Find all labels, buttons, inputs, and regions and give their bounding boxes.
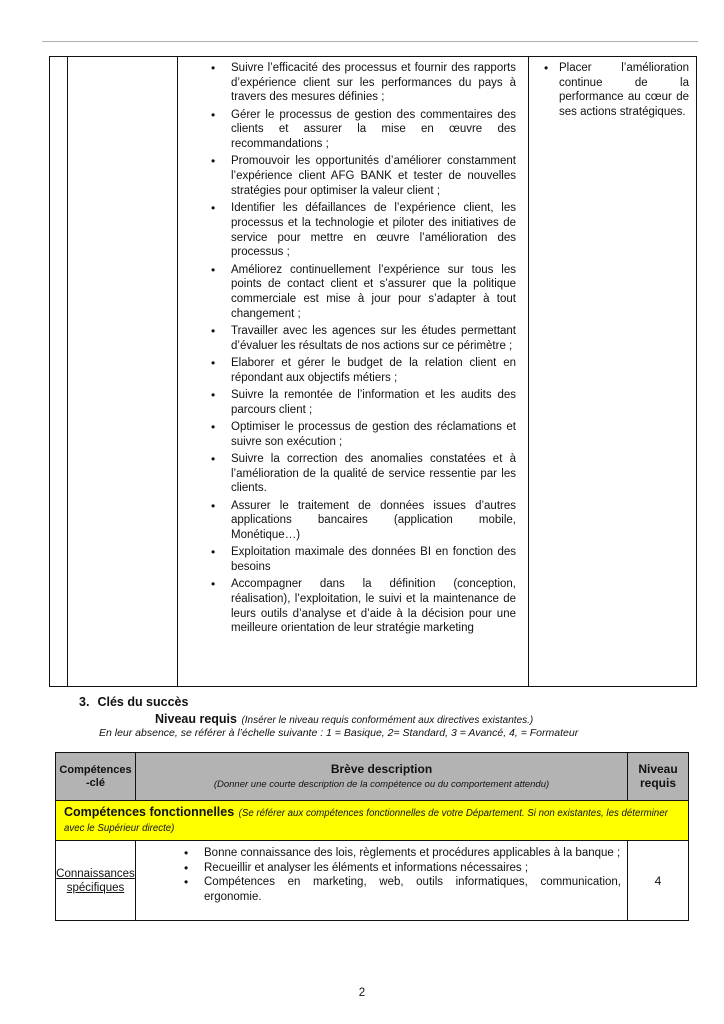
level-header-label: Niveau requis bbox=[638, 762, 678, 790]
responsibilities-side-cell bbox=[529, 57, 696, 686]
header-cell-competences bbox=[56, 753, 136, 801]
functional-row-note: (Se référer aux compétences fonctionnelles de votre Département. Si non existantes, les déterminer avec le Supérieur directe) bbox=[64, 808, 668, 834]
bullet-item: • Suivre la correction des anomalies constatées et à l’amélioration de la qualité de service ressentie par les clients. bbox=[209, 452, 516, 496]
responsibilities-main-cell bbox=[178, 57, 529, 686]
bullet-item: • Suivre l’efficacité des processus et fournir des rapports d’expérience client sur les performances du pays à travers des mesures définies ; bbox=[209, 61, 516, 105]
responsibilities-table bbox=[49, 56, 697, 687]
bullet-item: • Placer l’amélioration continue de la performance au cœur de ses actions stratégiques. bbox=[542, 61, 689, 120]
bullet-item: • Exploitation maximale des données BI en fonction des besoins bbox=[209, 545, 516, 574]
bullet-item: • Bonne connaissance des lois, règlements et procédures applicables à la banque ; bbox=[182, 846, 621, 861]
level-required-label: Niveau requis bbox=[155, 712, 237, 726]
bullet-item: • Suivre la remontée de l’information et les audits des parcours client ; bbox=[209, 388, 516, 417]
bullet-item: • Gérer le processus de gestion des commentaires des clients et assurer la mise en œuvre des recommandations ; bbox=[209, 108, 516, 152]
functional-competencies-row bbox=[56, 801, 688, 841]
level-required-line bbox=[155, 710, 533, 728]
bullet-item: • Elaborer et gérer le budget de la relation client en répondant aux objectifs métiers ; bbox=[209, 356, 516, 385]
page-number: 2 bbox=[358, 987, 366, 999]
functional-row-title: Compétences fonctionnelles bbox=[64, 805, 235, 819]
bullet-item: • Promouvoir les opportunités d’améliorer constamment l’expérience client AFG BANK et tester de nouvelles stratégies pour optimiser la valeur client ; bbox=[209, 154, 516, 198]
competence-level-cell bbox=[628, 841, 688, 920]
heading-title: Clés du succès bbox=[97, 695, 189, 709]
competence-level-value: 4 bbox=[654, 873, 662, 888]
responsibilities-empty-col-1 bbox=[50, 57, 68, 686]
description-header-note: (Donner une courte description de la compétence ou du comportement attendu) bbox=[213, 778, 550, 790]
bullet-item: • Identifier les défaillances de l’expérience client, les processus et la technologie et piloter des initiatives de service pour mettre en œuvre l’amélioration des processus ; bbox=[209, 201, 516, 260]
bullet-item: • Optimiser le processus de gestion des réclamations et suivre son exécution ; bbox=[209, 420, 516, 449]
heading-number: 3. bbox=[79, 695, 90, 709]
bullet-item: • Travailler avec les agences sur les études permettant d’évaluer les résultats de nos actions sur ce périmètre ; bbox=[209, 324, 516, 353]
responsibilities-side-bullet-list bbox=[542, 61, 689, 120]
bullet-item: • Recueillir et analyser les éléments et informations nécessaires ; bbox=[182, 861, 621, 876]
bullet-item: • Améliorez continuellement l’expérience sur tous les points de contact client et s’assurer que la politique commerciale est mise à jour pour s’adapter à tout changement ; bbox=[209, 263, 516, 322]
competency-table bbox=[55, 752, 689, 921]
level-required-note: (Insérer le niveau requis conformément aux directives existantes.) bbox=[241, 715, 534, 726]
scale-note: En leur absence, se référer à l’échelle suivante : 1 = Basique, 2= Standard, 3 = Avancé, 4, = Formateur bbox=[99, 727, 579, 739]
competence-description-cell bbox=[136, 841, 628, 920]
competence-name: Connaissances spécifiques bbox=[56, 867, 135, 894]
competences-header-label: Compétences -clé bbox=[59, 763, 132, 789]
page-top-divider bbox=[42, 41, 698, 42]
competence-name-cell bbox=[56, 841, 136, 920]
competence-bullet-list bbox=[182, 846, 621, 905]
responsibilities-empty-col-2 bbox=[68, 57, 178, 686]
description-header-label: Brève description bbox=[330, 762, 433, 777]
success-keys-heading bbox=[79, 695, 188, 709]
header-cell-level bbox=[628, 753, 688, 801]
bullet-item: • Assurer le traitement de données issues d’autres applications bancaires (application mobile, Monétique…) bbox=[209, 499, 516, 543]
bullet-item: • Accompagner dans la définition (conception, réalisation), l’exploitation, le suivi et la maintenance de leurs outils d’analyse et d’aide à la décision pour une meilleure orientation de leur stratégie marketing bbox=[209, 577, 516, 636]
responsibilities-bullet-list bbox=[209, 61, 516, 636]
header-cell-description bbox=[136, 753, 628, 801]
bullet-item: • Compétences en marketing, web, outils informatiques, communication, ergonomie. bbox=[182, 875, 621, 904]
